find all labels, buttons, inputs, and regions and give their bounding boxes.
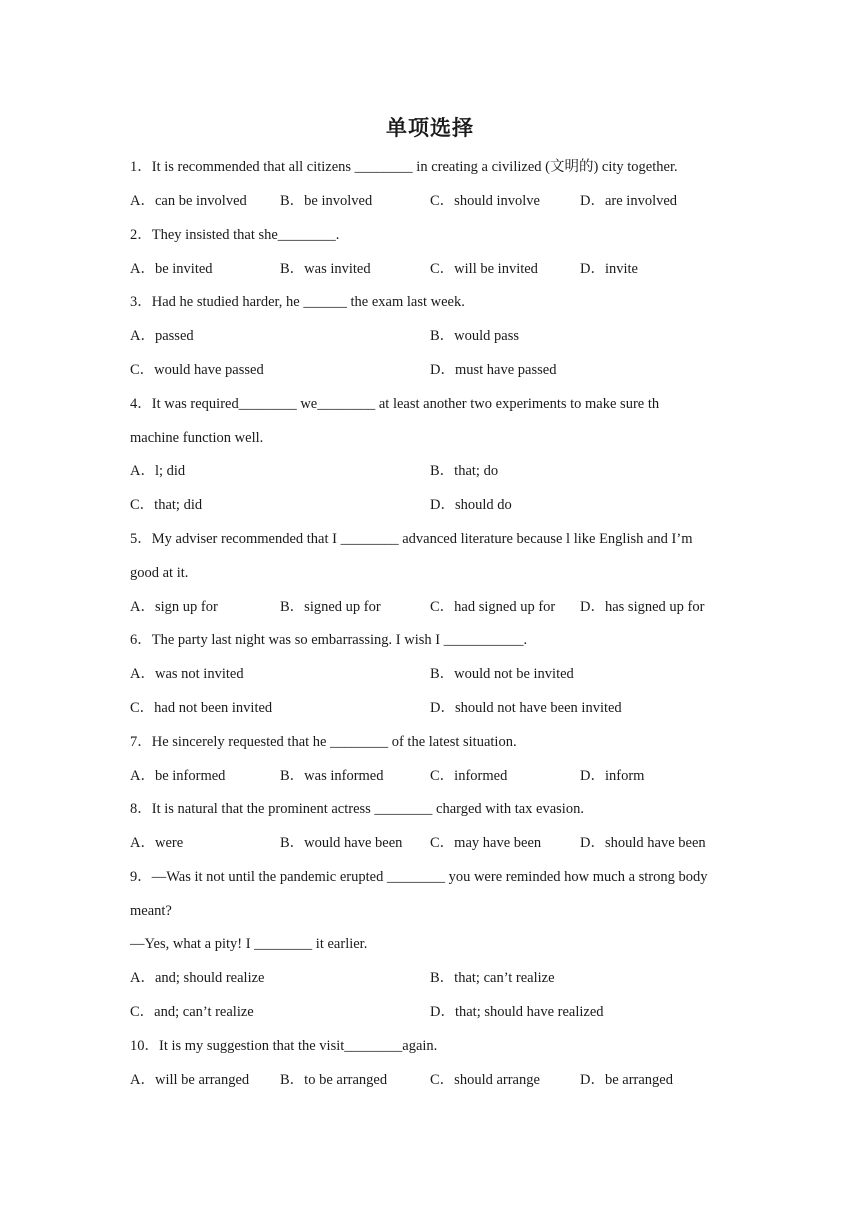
question-7-option-b: B．was informed (280, 768, 384, 784)
question-9-stem: 9．—Was it not until the pandemic erupted ________ you were reminded how much a strong body (130, 869, 708, 885)
question-10-option-b: B．to be arranged (280, 1072, 388, 1088)
question-6-option-d: D．should not have been invited (430, 700, 622, 716)
question-9-option-c: C．and; can’t realize (130, 1004, 254, 1020)
question-10-option-c: C．should arrange (430, 1072, 540, 1088)
question-9-option-d: D．that; should have realized (430, 1004, 604, 1020)
question-5-option-a: A．sign up for (130, 599, 218, 615)
question-2-option-b: B．was invited (280, 261, 371, 277)
question-2-stem: 2．They insisted that she________. (130, 227, 340, 243)
question-2-option-c: C．will be invited (430, 261, 538, 277)
question-6-option-b: B．would not be invited (430, 666, 574, 682)
question-4-option-c: C．that; did (130, 497, 203, 513)
question-5-option-d: D．has signed up for (580, 599, 705, 615)
question-9-reply: —Yes, what a pity! I ________ it earlier. (130, 936, 368, 952)
question-4-option-b: B．that; do (430, 463, 499, 479)
question-8-option-b: B．would have been (280, 835, 403, 851)
question-2-option-a: A．be invited (130, 261, 213, 277)
question-9-option-a: A．and; should realize (130, 970, 265, 986)
question-1-stem: 1．It is recommended that all citizens ________ in creating a civilized (文明的) city together. (130, 159, 678, 175)
question-8-option-c: C．may have been (430, 835, 542, 851)
question-8-stem: 8．It is natural that the prominent actress ________ charged with tax evasion. (130, 801, 584, 817)
question-4-option-a: A．l; did (130, 463, 186, 479)
question-4-option-d: D．should do (430, 497, 512, 513)
question-5-stem: 5．My adviser recommended that I ________ advanced literature because l like English and I’m (130, 531, 693, 547)
question-8-option-a: A．were (130, 835, 184, 851)
question-5-stem-continued: good at it. (130, 565, 189, 581)
question-5-option-c: C．had signed up for (430, 599, 556, 615)
question-5-option-b: B．signed up for (280, 599, 381, 615)
question-10-option-d: D．be arranged (580, 1072, 673, 1088)
question-6-stem: 6．The party last night was so embarrassing. I wish I ___________. (130, 632, 528, 648)
question-7-option-a: A．be informed (130, 768, 226, 784)
question-6-option-c: C．had not been invited (130, 700, 273, 716)
question-3-stem: 3．Had he studied harder, he ______ the exam last week. (130, 294, 465, 310)
question-10-stem: 10．It is my suggestion that the visit________again. (130, 1038, 438, 1054)
question-7-option-c: C．informed (430, 768, 508, 784)
question-9-stem-continued: meant? (130, 903, 172, 919)
question-1-option-c: C．should involve (430, 193, 540, 209)
question-6-option-a: A．was not invited (130, 666, 244, 682)
question-2-option-d: D．invite (580, 261, 638, 277)
question-3-option-c: C．would have passed (130, 362, 264, 378)
question-3-option-b: B．would pass (430, 328, 520, 344)
question-3-option-a: A．passed (130, 328, 194, 344)
page-title: 单项选择 (386, 116, 474, 140)
question-7-option-d: D．inform (580, 768, 645, 784)
question-1-option-d: D．are involved (580, 193, 678, 209)
question-10-option-a: A．will be arranged (130, 1072, 250, 1088)
question-1-option-b: B．be involved (280, 193, 373, 209)
question-9-option-b: B．that; can’t realize (430, 970, 555, 986)
question-4-stem: 4．It was required________ we________ at least another two experiments to make sure th (130, 396, 660, 412)
question-1-option-a: A．can be involved (130, 193, 247, 209)
question-7-stem: 7．He sincerely requested that he ________ of the latest situation. (130, 734, 517, 750)
question-3-option-d: D．must have passed (430, 362, 557, 378)
question-8-option-d: D．should have been (580, 835, 706, 851)
question-4-stem-continued: machine function well. (130, 430, 264, 446)
